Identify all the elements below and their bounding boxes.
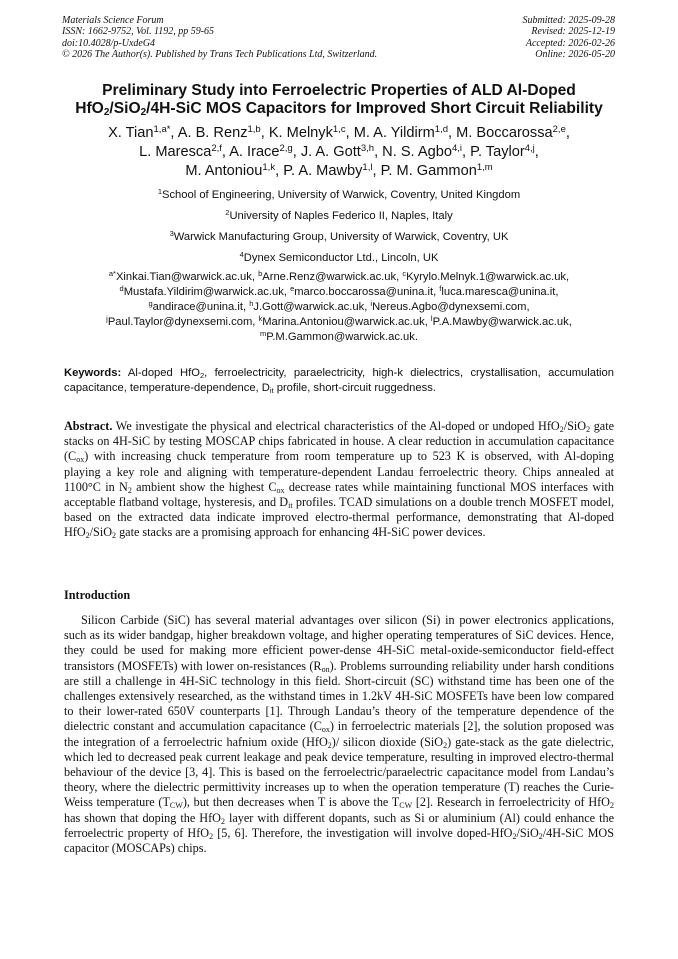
title-subscript: 2	[140, 107, 147, 118]
keywords-text: Al-doped HfO	[121, 367, 200, 379]
author-name: A. Irace	[229, 143, 280, 160]
author-sep: ,	[221, 143, 230, 160]
keywords-subscript: 2	[199, 371, 205, 380]
submitted-date: Submitted: 2025-09-28	[522, 15, 615, 26]
intro-subscript: 2	[538, 831, 543, 841]
intro-text: has shown that doping the HfO	[64, 810, 221, 825]
intro-text: ) in ferroelectric materials [2], the solution proposed was the integration of a ferroelectric hafnium oxide (HfO	[64, 719, 614, 749]
email-sep: ,	[396, 271, 403, 283]
author	[269, 125, 354, 141]
email-sep: ,	[433, 286, 440, 298]
intro-text: ). Problems surrounding reliability under harsh conditions are still a challenge in 4H-SiC technology in this field. Short-circuit (SC) withstand time has been one of the challenges extensively researched, as the withstand times in 1.2kV 4H-SiC MOSFETs have been low compared to their lower-rated 650V counterparts [1]. Through Landau’s theory of the temperature dependence of the dielectric constant and accumulation capacitance (C	[64, 658, 614, 734]
email-address[interactable]: Nereus.Agbo@dynexsemi.com,	[372, 301, 530, 313]
abstract-label: Abstract.	[64, 419, 113, 433]
intro-subscript: CW	[169, 801, 183, 811]
author-affil-mark: 1,a*	[153, 124, 171, 135]
intro-subscript: 2	[327, 740, 332, 750]
author-name: M. Antoniou	[185, 162, 263, 179]
intro-subscript: 2	[512, 831, 517, 841]
email-mark: k	[258, 314, 263, 323]
author-affil-mark: 1,b	[247, 124, 261, 135]
affiliation	[40, 185, 638, 206]
author-sep: ,	[260, 125, 269, 141]
intro-subscript: 2	[443, 740, 448, 750]
author-name: J. A. Gott	[300, 143, 361, 160]
author-list	[40, 124, 638, 180]
email-mark: f	[439, 284, 442, 293]
email-sep: ,	[283, 286, 291, 298]
affiliation	[40, 248, 638, 269]
affiliation-text: Warwick Manufacturing Group, University of Warwick, Coventry, UK	[173, 231, 509, 243]
keywords	[64, 366, 614, 396]
journal-doi: doi:10.4028/p-UxdeG4	[62, 37, 156, 49]
intro-text: /4H-SiC MOS capacitor (MOSCAPs) chips.	[64, 825, 614, 856]
email-list	[50, 270, 628, 345]
email-sep: ,	[424, 316, 431, 328]
author	[456, 125, 570, 141]
author-affil-mark: 1,k	[262, 161, 276, 173]
revised-date: Revised: 2025-12-19	[531, 26, 615, 38]
author	[301, 144, 382, 160]
author-affil-mark: 4,i	[451, 142, 462, 154]
email-mark: g	[148, 299, 153, 308]
author-name: K. Melnyk	[268, 125, 333, 141]
author-affil-mark: 2,f	[211, 142, 222, 154]
journal-info	[62, 15, 377, 61]
online-date: Online: 2026-05-20	[535, 49, 615, 61]
abstract-text: ambient show the highest C	[131, 479, 277, 494]
journal-name: Materials Science Forum	[62, 15, 164, 26]
copyright-line: © 2026 The Author(s). Published by Trans Tech Publications Ltd, Switzerland.	[62, 49, 378, 61]
author-sep: ,	[292, 143, 301, 160]
affiliation-mark: 3	[169, 229, 174, 238]
intro-subscript: CW	[399, 801, 413, 811]
keywords-label: Keywords:	[64, 367, 122, 379]
accepted-date: Accepted: 2026-02-26	[525, 37, 615, 49]
author	[185, 163, 283, 179]
email-sep: ,	[364, 301, 371, 313]
email-address[interactable]: Arne.Renz@warwick.ac.uk	[262, 271, 397, 283]
author	[108, 125, 178, 141]
author	[382, 144, 470, 160]
abstract-subscript: it	[288, 501, 293, 511]
email-mark: d	[119, 284, 124, 293]
email-mark: c	[402, 269, 407, 278]
keywords-subscript: it	[269, 386, 274, 395]
abstract-subscript: 2	[85, 531, 90, 541]
email-address[interactable]: Xinkai.Tian@warwick.ac.uk	[115, 271, 252, 283]
author-sep: ,	[448, 125, 457, 141]
intro-subscript: 2	[609, 801, 614, 811]
author-name: P. Taylor	[470, 143, 525, 160]
author-affil-mark: 3,h	[360, 142, 375, 154]
abstract-subscript: 2	[559, 425, 564, 434]
author-affil-mark: 1,c	[332, 124, 346, 135]
intro-text: [5, 6]. Therefore, the investigation will involve doped-HfO	[213, 825, 513, 840]
intro-subscript: ox	[321, 725, 330, 735]
email-mark: b	[258, 269, 263, 278]
author-affil-mark: 4,j	[524, 142, 535, 154]
title-text: /SiO	[109, 100, 141, 117]
author	[139, 144, 229, 160]
title-line-1: Preliminary Study into Ferroelectric Properties of ALD Al-Doped	[102, 82, 576, 99]
title-line-2	[40, 100, 638, 118]
email-address[interactable]: P.M.Gammon@warwick.ac.uk.	[266, 331, 418, 343]
author-name: P. M. Gammon	[380, 162, 477, 179]
author-sep: ,	[275, 162, 284, 179]
email-address[interactable]: Mustafa.Yildirim@warwick.ac.uk	[123, 286, 284, 298]
keywords-text: , ferroelectricity, paraelectricity, high-k dielectrics, crystallisation, accumulation capacitance, temperature-dependence, D	[64, 367, 614, 394]
email-sep: ,	[242, 301, 250, 313]
email-sep: ,	[251, 271, 259, 283]
affiliation-list	[40, 185, 638, 269]
email-address[interactable]: andirace@unina.it	[152, 301, 243, 313]
intro-subscript: on	[321, 664, 330, 674]
author	[470, 144, 539, 160]
intro-subscript: 2	[209, 831, 214, 841]
abstract	[64, 419, 614, 541]
email-address[interactable]: marco.boccarossa@unina.it	[294, 286, 434, 298]
affiliation-mark: 2	[225, 208, 230, 217]
abstract-text: ) with increasing chuck temperature from room temperature up to 523 K is observed, with Al-doping playing a key role and aligning with temperature-dependent Landau ferroelectric theory. Chips annealed at 1100°C in N	[64, 449, 614, 494]
email-mark: j	[106, 314, 108, 323]
intro-text: ), but then decreases when T is above the T	[182, 795, 400, 810]
author-affil-mark: 2,g	[279, 142, 293, 154]
email-mark: h	[249, 299, 254, 308]
affiliation-text: School of Engineering, University of Warwick, Coventry, United Kingdom	[162, 189, 521, 201]
email-address[interactable]: Paul.Taylor@dynexsemi.com	[107, 316, 253, 328]
keywords-text: profile, short-circuit ruggedness.	[273, 382, 436, 394]
section-heading-introduction: Introduction	[64, 588, 131, 602]
author-name: P. A. Mawby	[283, 162, 363, 179]
author-name: M. Boccarossa	[456, 125, 553, 141]
email-mark: l	[430, 314, 433, 323]
abstract-subscript: 2	[127, 485, 132, 495]
intro-text: [2]. Research in ferroelectricity of HfO	[412, 795, 610, 810]
author-name: X. Tian	[108, 125, 154, 141]
email-address[interactable]: P.A.Mawby@warwick.ac.uk,	[432, 316, 572, 328]
abstract-text: gate stacks on 4H-SiC by testing MOSCAP chips fabricated in house. A clear reduction in accumulation capacitance (C	[64, 419, 614, 464]
email-address[interactable]: Marina.Antoniou@warwick.ac.uk	[262, 316, 425, 328]
email-mark: i	[370, 299, 373, 308]
intro-subscript: 2	[220, 816, 225, 826]
title-text: HfO	[75, 100, 104, 117]
abstract-text: We investigate the physical and electrical characteristics of the Al-doped or undoped HfO	[112, 419, 560, 433]
abstract-subscript: ox	[276, 485, 285, 495]
author	[229, 144, 301, 160]
author-sep: ,	[462, 143, 471, 160]
author-sep: ,	[374, 143, 383, 160]
affiliation-mark: 4	[239, 250, 244, 259]
author-affil-mark: 1,d	[434, 124, 449, 135]
title-subscript: 2	[103, 107, 110, 118]
abstract-text: gate stacks are a promising approach for enhancing 4H-SiC power devices.	[116, 525, 486, 540]
abstract-subscript: ox	[76, 455, 85, 465]
author	[381, 163, 493, 179]
email-address[interactable]: J.Gott@warwick.ac.uk	[253, 301, 365, 313]
author-affil-mark: 2,e	[552, 124, 566, 135]
author-sep: ,	[372, 162, 381, 179]
author-name: N. S. Agbo	[382, 143, 452, 160]
abstract-subscript: 2	[112, 531, 117, 541]
affiliation	[40, 206, 638, 227]
abstract-text: profiles. TCAD simulations on a double trench MOSFET model, based on the extracted data indicate improved electro-thermal performance, demonstrating that Al-doped HfO	[64, 495, 615, 540]
abstract-text: /SiO	[89, 525, 113, 540]
author-affil-mark: 1,m	[476, 161, 493, 173]
intro-text: layer with different dopants, such as Si or aluminium (Al) could enhance the ferroelectric property of HfO	[64, 810, 614, 840]
affiliation-text: Dynex Semiconductor Ltd., Lincoln, UK	[243, 252, 439, 264]
author	[283, 163, 380, 179]
email-address[interactable]: luca.maresca@unina.it,	[441, 286, 559, 298]
author	[178, 125, 269, 141]
author-sep: ,	[345, 125, 354, 141]
intro-text: Silicon Carbide (SiC) has several material advantages over silicon (Si) in power electronics applications, such as its wider bandgap, higher breakdown voltage, and higher operating temperatures of SiC devices. Hence, they could be used for making more efficient power-dense 4H-SiC metal-oxide-semiconductor field-effect transistors (MOSFETs) with lower on-resistances (R	[64, 613, 614, 673]
abstract-text: decrease rates while maintaining functional MOS interfaces with acceptable flatband voltage, hysteresis, and D	[64, 479, 614, 510]
paper-title	[40, 82, 638, 118]
publication-dates	[523, 15, 616, 61]
author-name: A. B. Renz	[177, 125, 248, 141]
affiliation-text: University of Naples Federico II, Naples, Italy	[229, 210, 453, 222]
introduction-paragraph	[64, 613, 614, 856]
abstract-subscript: 2	[586, 425, 591, 434]
affiliation-mark: 1	[157, 187, 162, 196]
author-affil-mark: 1,l	[362, 161, 373, 173]
title-text: /4H-SiC MOS Capacitors for Improved Short Circuit Reliability	[146, 100, 603, 117]
author-sep: ,	[565, 125, 570, 141]
intro-text: )/ silicon dioxide (SiO	[331, 734, 444, 749]
abstract-text: /SiO	[563, 419, 587, 433]
author	[354, 125, 456, 141]
affiliation	[40, 227, 638, 248]
author-name: L. Maresca	[139, 143, 212, 160]
email-sep: ,	[252, 316, 259, 328]
intro-text: /SiO	[516, 825, 539, 840]
author-sep: ,	[170, 125, 178, 141]
author-name: M. A. Yildirm	[353, 125, 435, 141]
email-mark: e	[290, 284, 295, 293]
intro-text: ) gate-stack as the gate dielectric, which led to decreased peak current leakage and peak device temperature, resulting in improved electro-thermal behaviour of the device [3, 4]. This is based on the ferroelectric/paraelectric capacitance model from Landau’s theory, where the dielectric permittivity increases up to when the operation temperature (T) reaches the Curie-Weiss temperature (T	[64, 734, 614, 810]
email-address[interactable]: Kyrylo.Melnyk.1@warwick.ac.uk,	[406, 271, 570, 283]
email-mark: m	[260, 329, 267, 338]
journal-issn: ISSN: 1662-9752, Vol. 1192, pp 59-65	[62, 26, 215, 38]
author-sep: ,	[534, 143, 539, 160]
email-mark: a*	[108, 269, 116, 278]
